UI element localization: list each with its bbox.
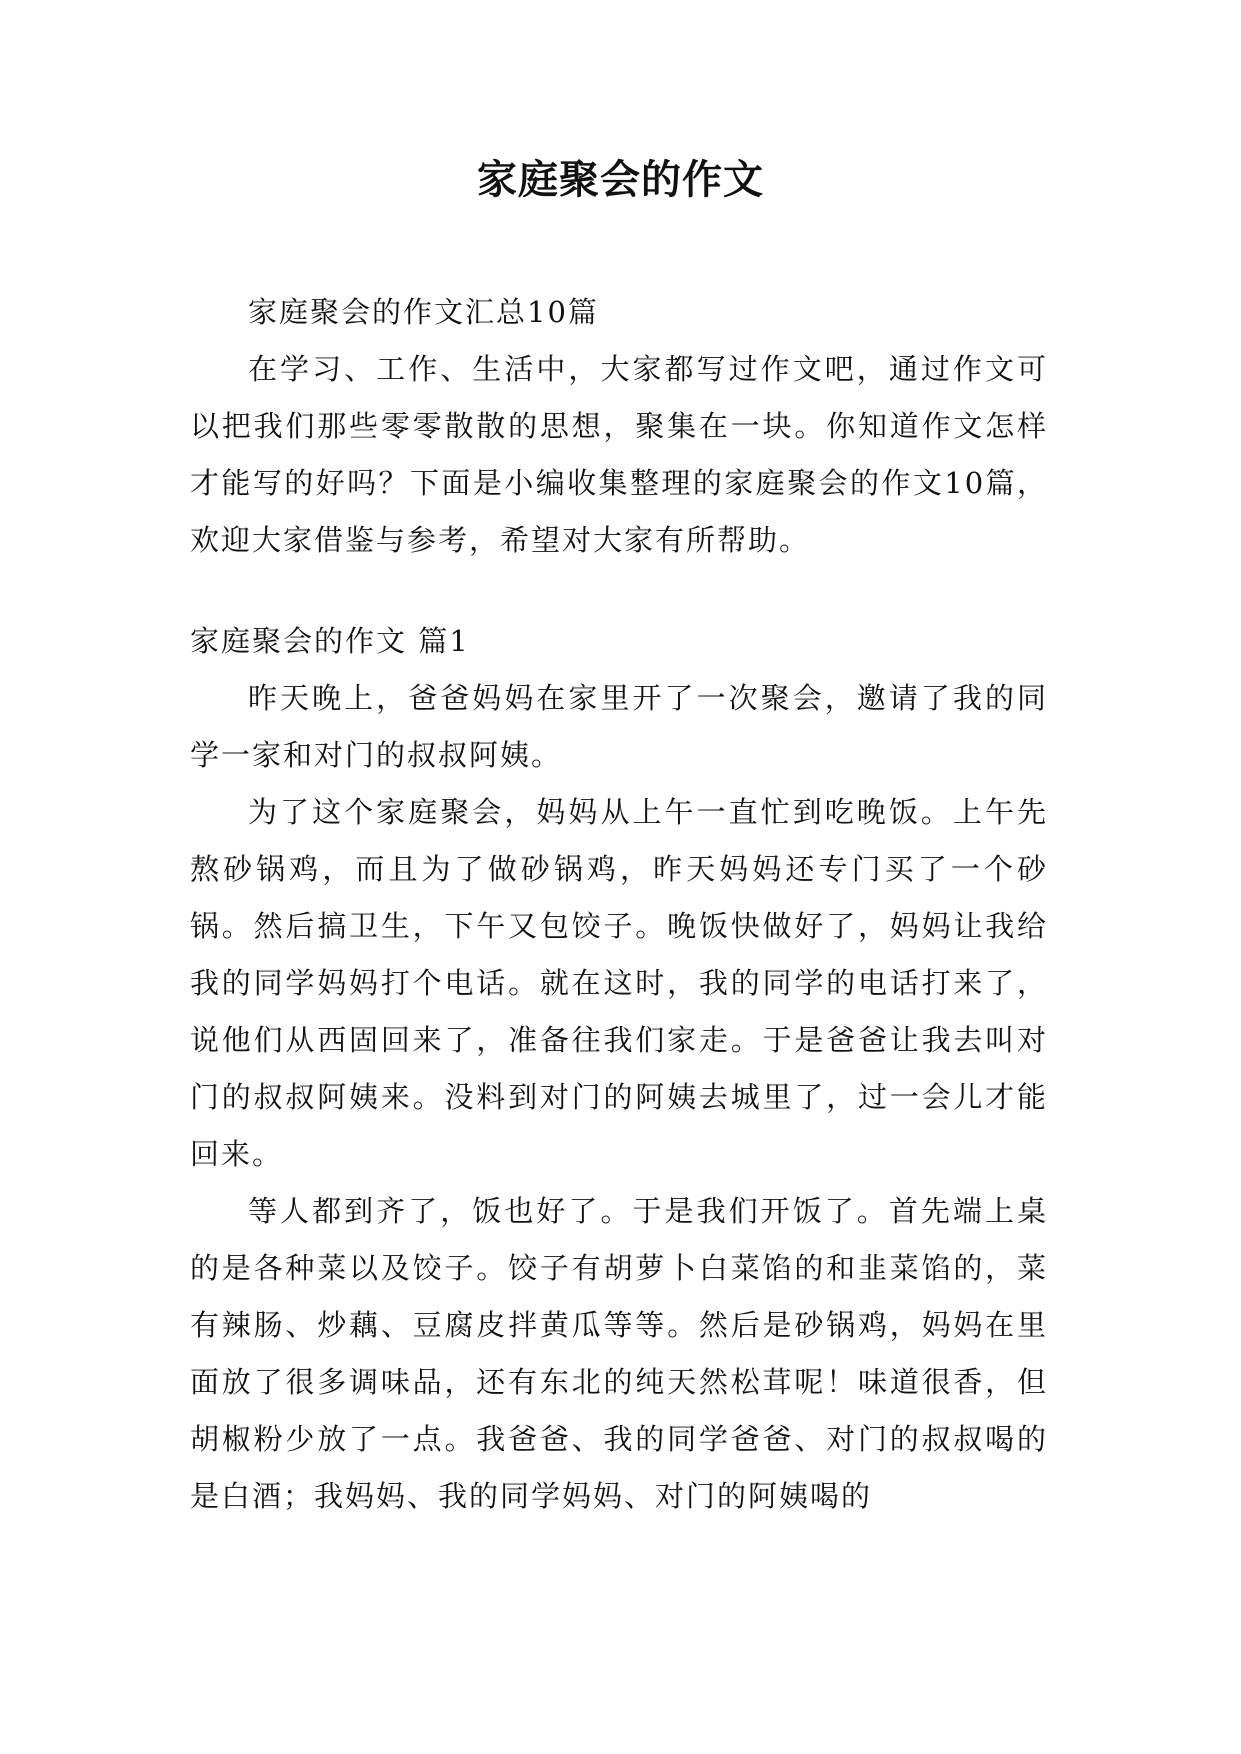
body-paragraph: 为了这个家庭聚会，妈妈从上午一直忙到吃晚饭。上午先熬砂锅鸡，而且为了做砂锅鸡，昨天妈妈还专门买了一个砂锅。然后搞卫生，下午又包饺子。晚饭快做好了，妈妈让我给我的同学妈妈打个电话。就在这时，我的同学的电话打来了，说他们从西固回来了，准备往我们家走。于是爸爸让我去叫对门的叔叔阿姨来。没料到对门的阿姨去城里了，过一会儿才能回来。 [190,795,1048,1171]
body-paragraph: 昨天晚上，爸爸妈妈在家里开了一次聚会，邀请了我的同学一家和对门的叔叔阿姨。 [190,681,1048,772]
section-heading: 家庭聚会的作文 篇1 [190,624,470,658]
document-subtitle: 家庭聚会的作文汇总10篇 [248,295,599,329]
document-title: 家庭聚会的作文 [477,157,764,203]
intro-paragraph: 在学习、工作、生活中，大家都写过作文吧，通过作文可以把我们那些零零散散的思想，聚集在一块。你知道作文怎样才能写的好吗？下面是小编收集整理的家庭聚会的作文10篇，欢迎大家借鉴与参考，希望对大家有所帮助。 [190,352,1048,557]
body-paragraph: 等人都到齐了，饭也好了。于是我们开饭了。首先端上桌的是各种菜以及饺子。饺子有胡萝卜白菜馅的和韭菜馅的，菜有辣肠、炒藕、豆腐皮拌黄瓜等等。然后是砂锅鸡，妈妈在里面放了很多调味品，还有东北的纯天然松茸呢！味道很香，但胡椒粉少放了一点。我爸爸、我的同学爸爸、对门的叔叔喝的是白酒；我妈妈、我的同学妈妈、对门的阿姨喝的 [190,1194,1048,1513]
document-body [190,284,1048,1525]
